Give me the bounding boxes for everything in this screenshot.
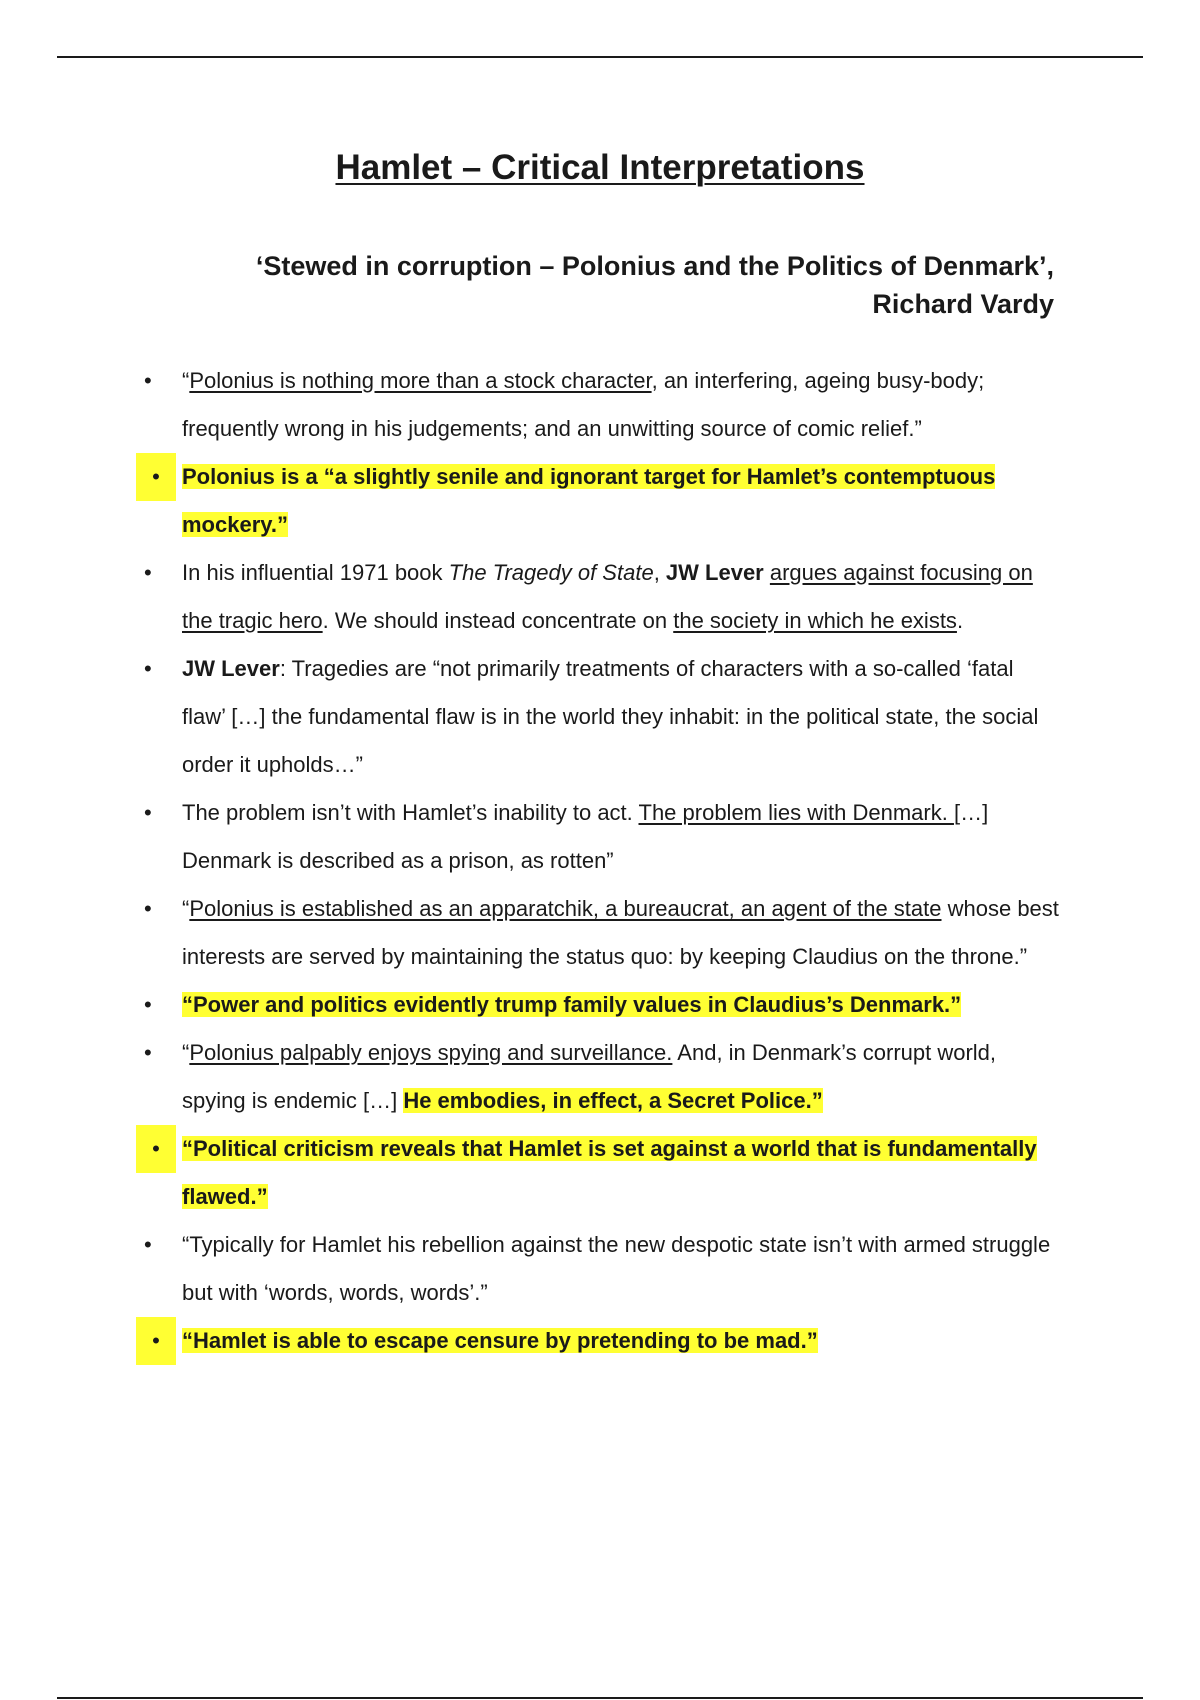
list-item: • “Polonius palpably enjoys spying and surveillance. And, in Denmark’s corrupt world, spying is endemic […] He embodies, in effect, a Secret Police.” xyxy=(140,1029,1060,1125)
list-item: • “Typically for Hamlet his rebellion against the new despotic state isn’t with armed struggle but with ‘words, words, words’.” xyxy=(140,1221,1060,1317)
list-item: • In his influential 1971 book The Tragedy of State, JW Lever argues against focusing on the tragic hero. We should instead concentrate on the society in which he exists. xyxy=(140,549,1060,645)
bullet-icon: • xyxy=(144,560,152,585)
bullet-icon: • xyxy=(144,368,152,393)
top-rule xyxy=(57,56,1143,58)
list-item: • The problem isn’t with Hamlet’s inability to act. The problem lies with Denmark. […] Denmark is described as a prison, as rotten” xyxy=(140,789,1060,885)
bullet-icon: • xyxy=(144,1040,152,1065)
list-item: • “Power and politics evidently trump family values in Claudius’s Denmark.” xyxy=(140,981,1060,1029)
list-item: • Polonius is a “a slightly senile and ignorant target for Hamlet’s contemptuous mockery.” xyxy=(140,453,1060,549)
bullet-icon: • xyxy=(144,656,152,681)
list-item: • JW Lever: Tragedies are “not primarily treatments of characters with a so-called ‘fatal flaw’ […] the fundamental flaw is in the world they inhabit: in the political state, the social order it upholds…” xyxy=(140,645,1060,789)
bullet-icon: • xyxy=(136,1125,176,1173)
bullet-icon: • xyxy=(144,992,152,1017)
bullet-icon: • xyxy=(144,896,152,921)
bottom-rule xyxy=(57,1697,1143,1699)
list-item: • “Polonius is established as an apparatchik, a bureaucrat, an agent of the state whose best interests are served by maintaining the status quo: by keeping Claudius on the throne.” xyxy=(140,885,1060,981)
bullet-icon: • xyxy=(136,453,176,501)
bullet-icon: • xyxy=(136,1317,176,1365)
citation-author: Richard Vardy xyxy=(872,289,1054,319)
page-title: Hamlet – Critical Interpretations xyxy=(335,148,865,187)
list-item: • “Political criticism reveals that Hamlet is set against a world that is fundamentally flawed.” xyxy=(140,1125,1060,1221)
list-item: • “Hamlet is able to escape censure by pretending to be mad.” xyxy=(140,1317,1060,1365)
list-item: • “Polonius is nothing more than a stock character, an interfering, ageing busy-body; frequently wrong in his judgements; and an unwitting source of comic relief.” xyxy=(140,357,1060,453)
article-citation xyxy=(140,247,1054,323)
bullet-icon: • xyxy=(144,800,152,825)
bullet-icon: • xyxy=(144,1232,152,1257)
citation-title: ‘Stewed in corruption – Polonius and the Politics of Denmark’, xyxy=(255,251,1054,281)
interpretation-list xyxy=(140,357,1060,1365)
